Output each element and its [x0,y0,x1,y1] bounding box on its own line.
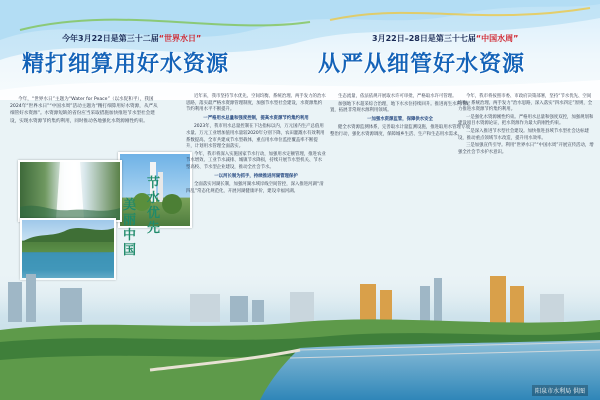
slogan-beautiful-china: 美丽中国 [123,198,137,258]
paragraph: 近年来，我市坚持节水优先、空间均衡、系统治理、两手发力的治水思路，落实最严格水资源管理制度，加强节水型社会建设，水资源集约节约利用水平不断提升。 [186,94,326,113]
paragraph: 生态流量，依法依规开展取水许可审批，严格取水许可管理。 [338,94,457,99]
paragraph: 2023年，我市用水总量控制在下达指标以内，万元国内生产总值用水量、万元工业增加值用水量较2020年分别下降，农田灌溉水有效利用系数提高。全市共建成节水型载体，重点用水单位监控覆盖率不断提升，计划用水管理全面落实。 [186,124,325,150]
paragraph: 今年，我市将深入实施国家节水行动，加强用水定额管理，推进农业节水增效、工业节水减排、城镇节水降损，持续开展节水型机关、节水型高校、节水型企业建设，推动全社会节水。 [186,151,326,170]
photo-credit: 阳泉市水利局 供图 [532,385,588,396]
section-heading: 一以河长制为抓手，持续推进河湖管理保护 [214,173,298,179]
subtitle-left-prefix: 今年3月22日是第三十二届 [62,34,159,43]
subtitle-world-water-day [62,33,201,44]
headline-right: 从严从细管好水资源 [318,52,526,77]
article-column-1 [186,94,326,280]
paragraph: 全面落实河湖长制，加强河湖水域岸线空间管控，深入推进河湖“清四乱”常态化规范化，开展河湖健康评价，建设幸福河湖。 [186,182,324,194]
section-heading: 一严格用水总量和强度控制，提高水资源节约集约利用 [203,115,309,121]
subtitle-left-highlight: “世界水日” [158,34,202,43]
section-heading: 一加强水资源监管，保障供水安全 [367,116,433,122]
subtitle-right-prefix: 3月22日–28日是第三十七届 [372,34,476,43]
intro-text: 今年，“世界水日”主题为“Water for Peace”（以水促和平），我国2024年“世界水日”“中国水周”活动主题为“精打细算用好水资源，从严从细管好水资源”。水资源短缺的省份应当采取措施加快推进节水型社会建设，实现水资源节约集约利用，同时推动各地强化水资源刚性约束。 [10,97,158,124]
waterfall-photo [18,160,122,222]
article-column-2 [330,94,470,194]
paragraph: 今年，我市将按照市委、市政府决策部署，坚持“节水优先、空间均衡、系统治理、两手发力”治水思路，深入落实“四水四定”原则，全力推进水资源节约集约利用。 [458,94,593,113]
paragraph: 健全水资源监测体系，完善取水计量监测设施，推进取用水管理专项整治行动，强化水资源调度，保障城乡生活、生产和生态用水需求。 [330,125,470,137]
article-column-2-lower [330,220,458,280]
city-river-photo [0,270,600,400]
intro-block [10,96,160,152]
subtitle-china-water-week [372,33,518,44]
paragraph: 一是强化水资源刚性约束。严格用水总量和强度双控，加强规划和建设项目水资源论证，把水资源作为最大的刚性约束。 [458,114,594,127]
paragraph: 三是加强宣传引导。利用“世界水日”“中国水周”开展宣传活动，增强全社会节水护水意识。 [458,143,594,155]
article-column-3-lower [458,196,594,286]
slogan-water-saving-first: 节水优先 [147,176,161,236]
page-header [0,0,600,100]
subtitle-right-highlight: “中国水周” [475,34,519,43]
headline-left: 精打细算用好水资源 [22,52,230,77]
paragraph: 加强地下水超采综合治理，地下水水位持续回升。推进再生水利用配置，拓展非常规水源利用领域。 [330,101,470,114]
paragraph: 二是深入推进节水型社会建设。加快推进县域节水型社会达标建设，推动重点领域节水改造，提升用水效率。 [458,128,589,141]
